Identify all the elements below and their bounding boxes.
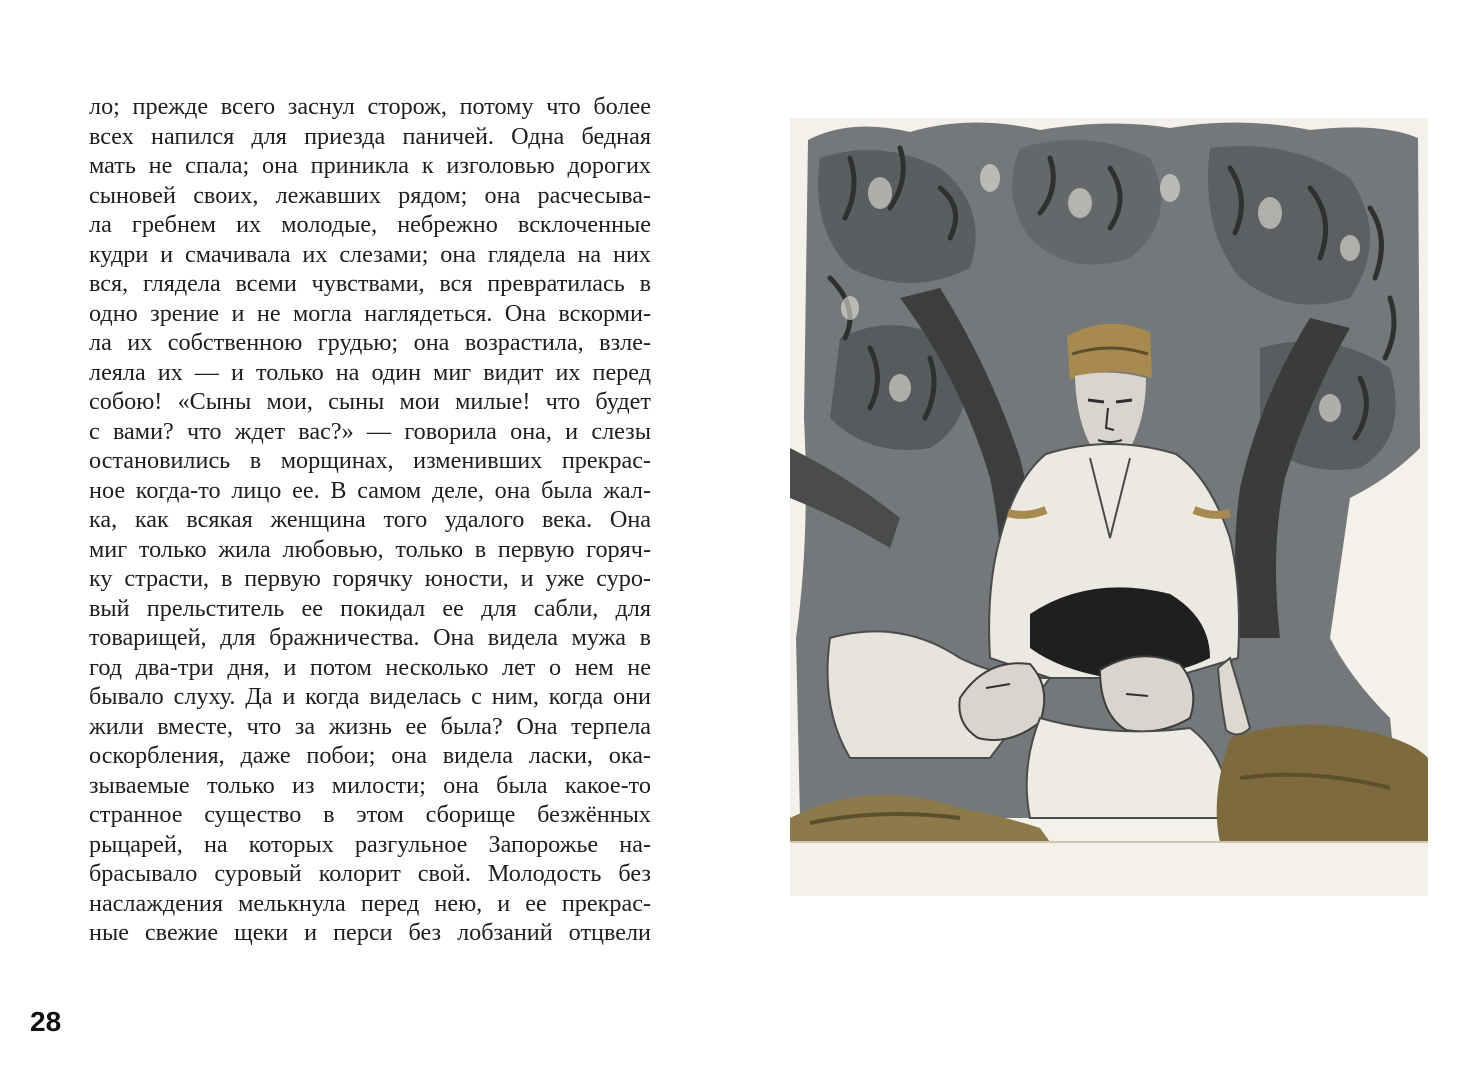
- text-line: одно зрение и не могла наглядеться. Она вскорми-: [89, 299, 651, 327]
- text-line: странное существо в этом сборище безжённых: [89, 801, 651, 828]
- text-line: ло; прежде всего заснул сторож, потому что более: [89, 93, 651, 120]
- illustration-mother-and-sons: [790, 118, 1428, 896]
- text-line: товарищей, для бражничества. Она видела мужа в: [89, 624, 651, 651]
- text-line: брасывало суровый колорит свой. Молодость без: [89, 860, 651, 887]
- text-line: бывало слуху. Да и когда виделась с ним, когда они: [89, 683, 651, 710]
- text-line: ла гребнем их молодые, небрежно всклоченные: [89, 211, 651, 238]
- text-line: всех напился для приезда паничей. Одна бедная: [89, 122, 651, 150]
- text-line: вый прельститель ее покидал ее для сабли, для: [89, 594, 651, 622]
- text-line: оскорбления, даже побои; она видела ласки, ока-: [89, 742, 651, 769]
- text-line: кудри и смачивала их слезами; она глядела на них: [89, 240, 651, 268]
- text-line: год два-три дня, и потом несколько лет о нем не: [89, 653, 651, 681]
- text-line: ные свежие щеки и перси без лобзаний отцвели: [89, 919, 651, 946]
- text-line: собою! «Сыны мои, сыны мои милые! что будет: [89, 388, 651, 415]
- text-line: вся, глядела всеми чувствами, вся превратилась в: [89, 270, 651, 297]
- text-line: зываемые только из милости; она была какое-то: [89, 771, 651, 799]
- text-line: ла их собственною грудью; она возрастила, взле-: [89, 329, 651, 356]
- text-line: ку страсти, в первую горячку юности, и уже суро-: [89, 565, 651, 592]
- page-number: 28: [30, 1006, 62, 1037]
- text-line: мать не спала; она приникла к изголовью дорогих: [89, 152, 651, 179]
- text-line: ка, как всякая женщина того удалого века. Она: [89, 506, 651, 533]
- illustration-drawing: [790, 118, 1428, 896]
- body-text: [89, 92, 651, 948]
- text-line: наслаждения мелькнула перед нею, и ее прекрас-: [89, 889, 651, 917]
- text-line: сыновей своих, лежавших рядом; она расчесыва-: [89, 181, 651, 209]
- text-line: миг только жила любовью, только в первую горяч-: [89, 535, 651, 563]
- text-line: с вами? что ждет вас?» — говорила она, и слезы: [89, 417, 651, 445]
- text-line: рыцарей, на которых разгульное Запорожье на-: [89, 830, 651, 858]
- text-line: жили вместе, что за жизнь ее была? Она терпела: [89, 712, 651, 740]
- text-line: остановились в морщинах, изменивших прекрас-: [89, 447, 651, 474]
- text-line: ное когда-то лицо ее. В самом деле, она была жал-: [89, 476, 651, 504]
- text-line: леяла их — и только на один миг видит их перед: [89, 358, 651, 386]
